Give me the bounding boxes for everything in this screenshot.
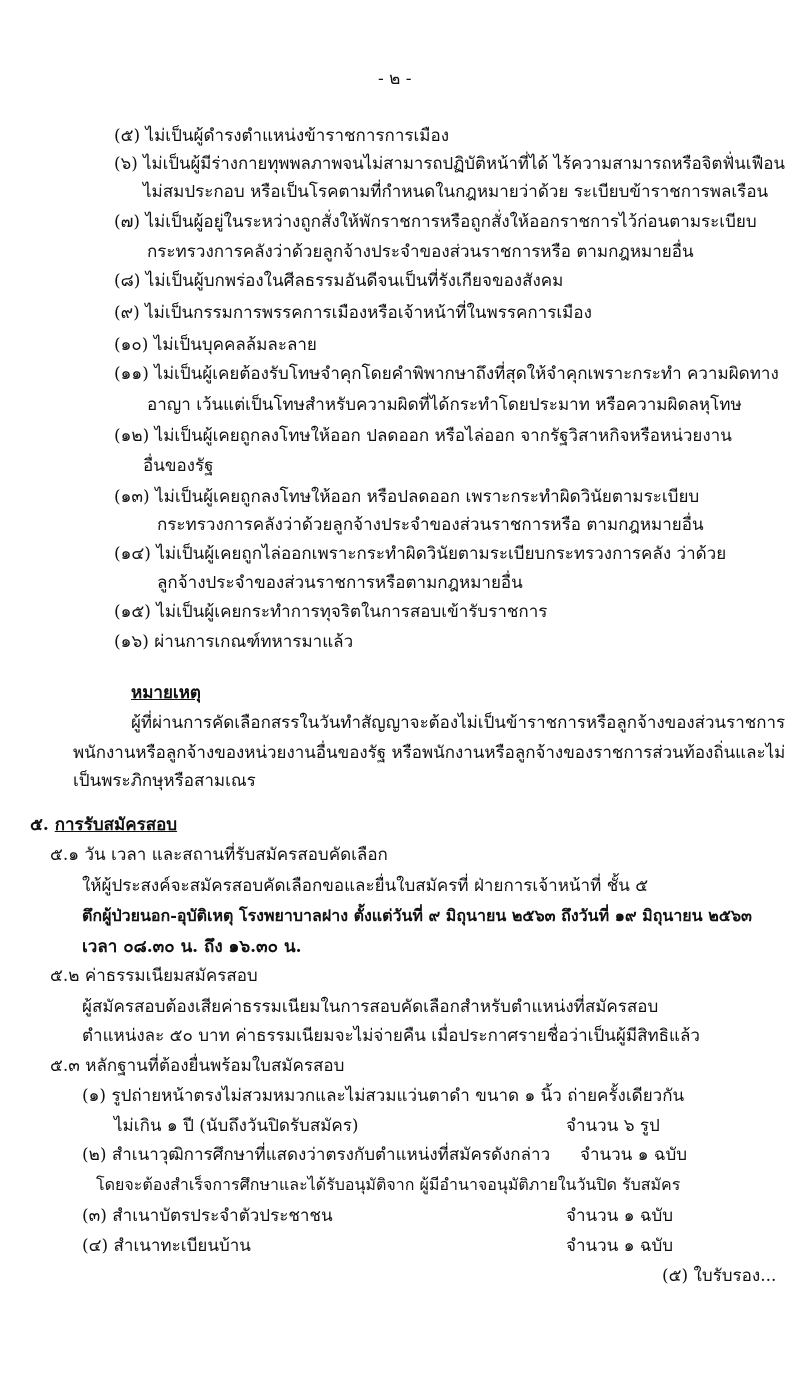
section-heading [30,813,177,837]
document-item-cont: ไม่เกิน ๑ ปี (นับถึงวันปิดรับสมัคร) [114,1116,359,1136]
document-item: (๑) รูปถ่ายหน้าตรงไม่สวมหมวกและไม่สวมแว่นตาดำ ขนาด ๑ นิ้ว ถ่ายครั้งเดียวกัน [82,1086,685,1106]
subsection-5-2-title: ๕.๒ ค่าธรรมเนียมสมัครสอบ [50,966,258,986]
remark-line: ผู้ที่ผ่านการคัดเลือกสรรในวันทำสัญญาจะต้องไม่เป็นข้าราชการหรือลูกจ้างของส่วนราชการ [131,713,786,733]
subsection-5-1-line: เวลา ๐๘.๓๐ น. ถึง ๑๖.๓๐ น. [82,937,302,957]
item-number: (๘) [114,271,141,291]
item-text: ไม่เป็นผู้เคยกระทำการทุจริตในการสอบเข้ารับราชการ [156,602,548,622]
item-number: (๗) [114,212,141,232]
qualification-6 [114,152,785,176]
qualification-9 [114,301,592,325]
item-number: (๕) [114,126,141,146]
item-text: ไม่เป็นผู้เคยถูกลงโทษให้ออก หรือปลดออก เพราะกระทำผิดวินัยตามระเบียบ [155,487,700,507]
item-text: ไม่เป็นผู้มีร่างกายทุพพลภาพจนไม่สามารถปฏิบัติหน้าที่ได้ ไร้ความสามารถหรือจิตฟั่นเฟือน [143,154,785,174]
document-item: (๔) สำเนาทะเบียนบ้าน [82,1236,251,1256]
document-quantity: จำนวน ๑ ฉบับ [580,1145,688,1165]
document-quantity: จำนวน ๑ ฉบับ [566,1236,674,1256]
item-number: (๙) [114,303,140,323]
item-number: (๑๐) [114,335,149,355]
item-text: ไม่เป็นผู้เคยถูกลงโทษให้ออก ปลดออก หรือไล่ออก จากรัฐวิสาหกิจหรือหน่วยงาน [154,426,732,446]
document-item: (๓) สำเนาบัตรประจำตัวประชาชน [82,1206,333,1226]
qualification-12-cont: อื่นของรัฐ [143,456,214,476]
qualification-12 [114,424,732,448]
qualification-6-cont: ไม่สมประกอบ หรือเป็นโรคตามที่กำหนดในกฎหมายว่าด้วย ระเบียบข้าราชการพลเรือน [143,182,769,202]
page-number: - ๒ - [378,69,412,89]
item-text: ไม่เป็นบุคคลล้มละลาย [153,335,317,355]
qualification-11-cont: อาญา เว้นแต่เป็นโทษสำหรับความผิดที่ได้กระทำโดยประมาท หรือความผิดลหุโทษ [147,395,742,415]
qualification-13 [114,485,699,509]
document-item-cont: โดยจะต้องสำเร็จการศึกษาและได้รับอนุมัติจาก ผู้มีอำนาจอนุมัติภายในวันปิด รับสมัคร [96,1175,681,1194]
qualification-5 [114,124,449,148]
remark-line: พนักงานหรือลูกจ้างของหน่วยงานอื่นของรัฐ หรือพนักงานหรือลูกจ้างของราชการส่วนท้องถิ่นและไม่ [73,743,786,763]
item-number: (๑๑) [114,364,149,384]
item-text: ไม่เป็นกรรมการพรรคการเมืองหรือเจ้าหน้าที่ในพรรคการเมือง [145,303,592,323]
item-number: (๑๕) [114,602,151,622]
item-text: ไม่เป็นผู้บกพร่องในศีลธรรมอันดีจนเป็นที่รังเกียจของสังคม [145,271,564,291]
item-text: ไม่เป็นผู้อยู่ในระหว่างถูกสั่งให้พักราชการหรือถูกสั่งให้ออกราชการไว้ก่อนตามระเบียบ [145,212,757,232]
qualification-8 [114,269,563,293]
remark-heading: หมายเหตุ [131,683,201,703]
qualification-11 [114,362,779,386]
section-title: การรับสมัครสอบ [54,815,178,835]
item-number: (๑๒) [114,426,150,446]
item-text: ไม่เป็นผู้เคยถูกไล่ออกเพราะกระทำผิดวินัยตามระเบียบกระทรวงการคลัง ว่าด้วย [156,544,727,564]
qualification-10 [114,333,317,357]
continued-note: (๕) ใบรับรอง... [662,1266,777,1286]
subsection-5-2-line: ตำแหน่งละ ๕๐ บาท ค่าธรรมเนียมจะไม่จ่ายคืน เมื่อประกาศรายชื่อว่าเป็นผู้มีสิทธิแล้ว [82,1026,700,1046]
item-text: ไม่เป็นผู้เคยต้องรับโทษจำคุกโดยคำพิพากษาถึงที่สุดให้จำคุกเพราะกระทำ ความผิดทาง [154,364,779,384]
document-quantity: จำนวน ๖ รูป [566,1116,660,1136]
section-number: ๕. [30,815,49,835]
item-text: ผ่านการเกณฑ์ทหารมาแล้ว [154,632,354,652]
document-quantity: จำนวน ๑ ฉบับ [566,1206,674,1226]
item-number: (๑๔) [114,544,151,564]
qualification-14-cont: ลูกจ้างประจำของส่วนราชการหรือตามกฎหมายอื่น [157,573,523,593]
subsection-5-2-line: ผู้สมัครสอบต้องเสียค่าธรรมเนียมในการสอบคัดเลือกสำหรับตำแหน่งที่สมัครสอบ [82,997,659,1017]
subsection-5-1-line: ตึกผู้ป่วยนอก-อุบัติเหตุ โรงพยาบาลฝาง ตั้งแต่วันที่ ๙ มิถุนายน ๒๕๖๓ ถึงวันที่ ๑๙ มิถุนายน ๒๕๖๓ [82,906,752,925]
subsection-5-1-line: ให้ผู้ประสงค์จะสมัครสอบคัดเลือกขอและยื่นใบสมัครที่ ฝ่ายการเจ้าหน้าที่ ชั้น ๕ [82,876,649,896]
item-number: (๑๓) [114,487,150,507]
qualification-16 [114,630,353,654]
qualification-13-cont: กระทรวงการคลังว่าด้วยลูกจ้างประจำของส่วนราชการหรือ ตามกฎหมายอื่น [157,515,704,535]
qualification-7 [114,210,757,234]
subsection-5-1-title: ๕.๑ วัน เวลา และสถานที่รับสมัครสอบคัดเลือก [50,845,388,865]
document-item: (๒) สำเนาวุฒิการศึกษาที่แสดงว่าตรงกับตำแหน่งที่สมัครดังกล่าว [82,1145,551,1165]
qualification-14 [114,542,726,566]
qualification-7-cont: กระทรวงการคลังว่าด้วยลูกจ้างประจำของส่วนราชการหรือ ตามกฎหมายอื่น [147,242,694,262]
item-number: (๖) [114,154,138,174]
subsection-5-3-title: ๕.๓ หลักฐานที่ต้องยื่นพร้อมใบสมัครสอบ [50,1056,345,1076]
qualification-15 [114,600,547,624]
item-number: (๑๖) [114,632,149,652]
item-text: ไม่เป็นผู้ดำรงตำแหน่งข้าราชการการเมือง [145,126,450,146]
remark-line: เป็นพระภิกษุหรือสามเณร [73,771,256,791]
